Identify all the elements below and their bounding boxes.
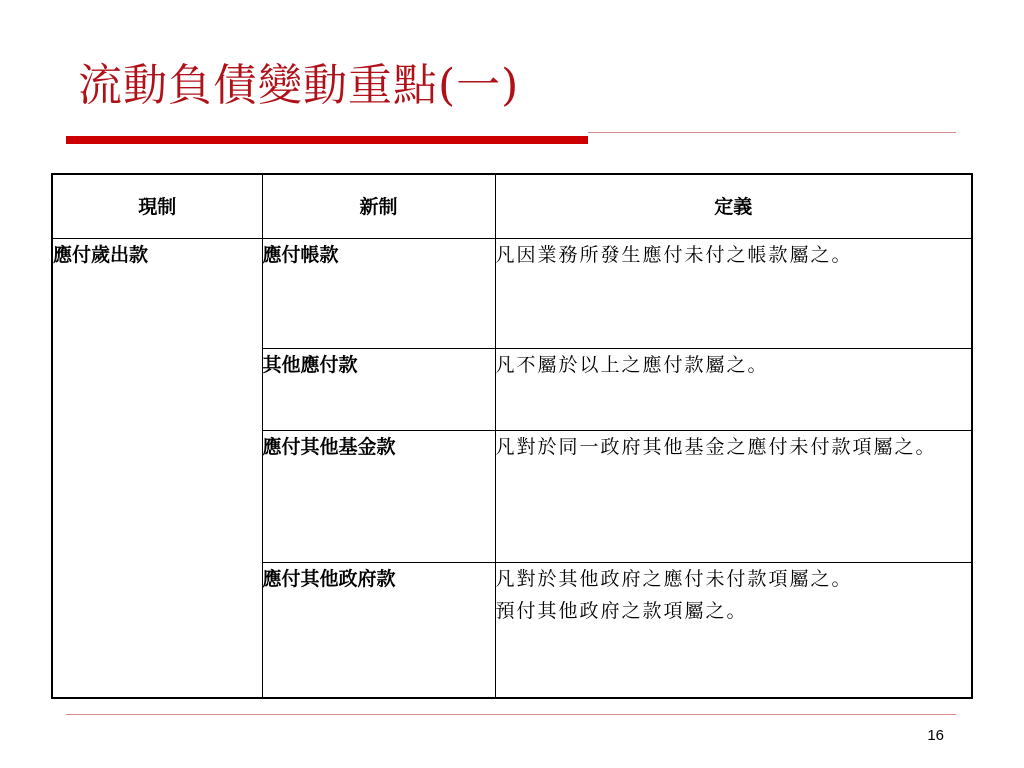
header-definition: 定義: [495, 175, 971, 239]
title-underline-thick: [66, 136, 588, 144]
definition-text: 凡對於同一政府其他基金之應付未付款項屬之。: [495, 436, 937, 458]
title-underline-thin: [588, 132, 956, 133]
new-item-cell: [262, 563, 495, 699]
definition-cell: [495, 239, 971, 349]
current-item-label: 應付歲出款: [53, 244, 149, 266]
definition-text: 凡因業務所發生應付未付之帳款屬之。: [495, 244, 853, 266]
page-number: 16: [927, 727, 944, 744]
new-item-label: 應付其他基金款: [262, 436, 396, 458]
footer-rule: [66, 714, 956, 715]
new-item-cell: [262, 239, 495, 349]
definition-cell: [495, 563, 971, 699]
current-item-cell: [53, 239, 262, 699]
slide-title: 流動負債變動重點(一): [78, 60, 520, 111]
new-item-cell: [262, 431, 495, 563]
definition-cell: [495, 431, 971, 563]
definition-text-line-1: 凡對於其他政府之應付未付款項屬之。: [495, 568, 853, 590]
header-current-system: 現制: [53, 175, 262, 239]
table-row: [53, 239, 971, 349]
table-header-row: [53, 175, 971, 239]
definition-text-line-2: 預付其他政府之款項屬之。: [495, 600, 748, 622]
new-item-label: 應付帳款: [262, 244, 339, 266]
new-item-cell: [262, 349, 495, 431]
definition-table: [53, 175, 971, 699]
header-new-system: 新制: [262, 175, 495, 239]
definition-cell: [495, 349, 971, 431]
definition-text: 凡不屬於以上之應付款屬之。: [495, 354, 769, 376]
new-item-label: 其他應付款: [262, 354, 358, 376]
new-item-label: 應付其他政府款: [262, 568, 396, 590]
definition-table-frame: [51, 173, 973, 699]
